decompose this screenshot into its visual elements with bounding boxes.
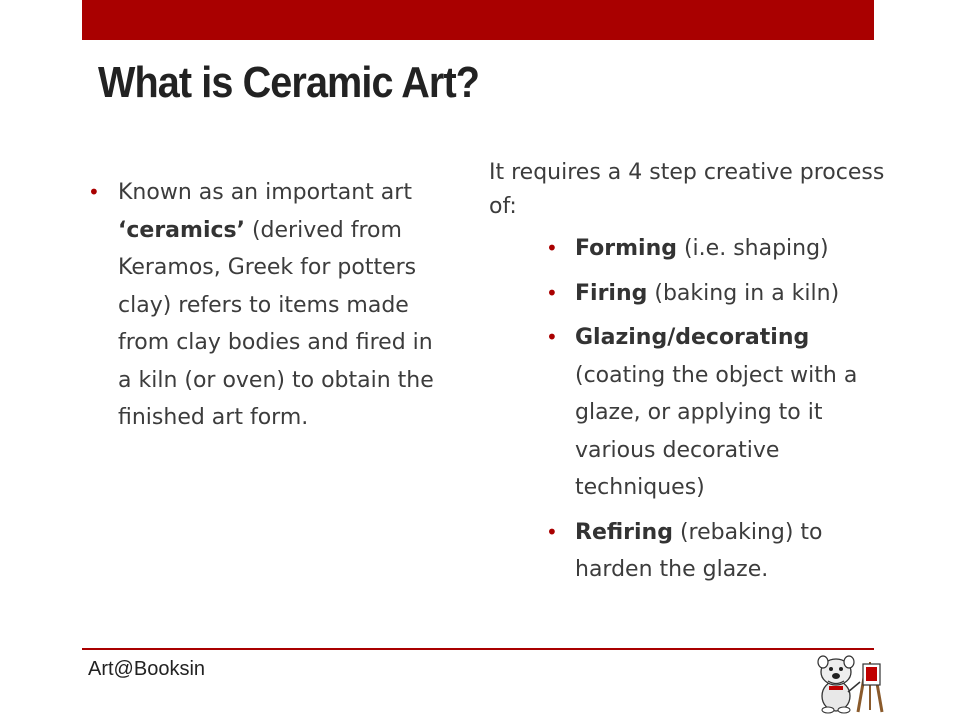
step-item-refiring	[546, 514, 896, 589]
left-column	[88, 174, 438, 437]
definition-text	[118, 174, 438, 437]
step-item-firing	[546, 275, 896, 313]
step-desc: (coating the object with a glaze, or applying to it various decorative techniques)	[575, 362, 858, 500]
step-desc: (baking in a kiln)	[647, 280, 840, 306]
footer-divider	[82, 648, 874, 650]
top-accent-bar	[82, 0, 874, 40]
bulldog-easel-logo-icon	[814, 652, 888, 714]
right-column	[489, 156, 909, 596]
process-steps-list	[546, 230, 896, 589]
step-item-glazing	[546, 319, 896, 507]
step-desc: (i.e. shaping)	[676, 236, 829, 261]
step-text	[575, 275, 839, 313]
definition-lead: Known as an important art	[118, 180, 412, 205]
step-text	[575, 514, 896, 589]
step-term: Firing	[575, 280, 648, 306]
step-item-forming	[546, 230, 896, 268]
step-text	[575, 230, 829, 268]
slide-title: What is Ceramic Art?	[98, 58, 480, 107]
footer-credit: Art@Booksin	[88, 658, 206, 680]
bullet-dot: •	[546, 280, 558, 305]
step-text	[575, 319, 896, 507]
step-term: Refiring	[575, 519, 673, 545]
bullet-dot: •	[546, 236, 558, 260]
definition-keyword: ‘ceramics’	[118, 217, 245, 243]
step-term: Glazing/decorating	[575, 325, 810, 350]
step-term: Forming	[575, 236, 677, 261]
definition-rest: (derived from Keramos, Greek for potters clay) refers to items made from clay bodies and fired in a kiln (or oven) to obtain the finished art form.	[118, 217, 434, 430]
step-desc: (rebaking) to harden the glaze.	[575, 519, 823, 582]
process-intro: It requires a 4 step creative process of:	[489, 160, 885, 219]
bullet-ceramics-definition	[88, 174, 438, 437]
bullet-dot: •	[546, 519, 558, 544]
bullet-dot: •	[546, 325, 558, 349]
bullet-dot: •	[88, 180, 100, 204]
